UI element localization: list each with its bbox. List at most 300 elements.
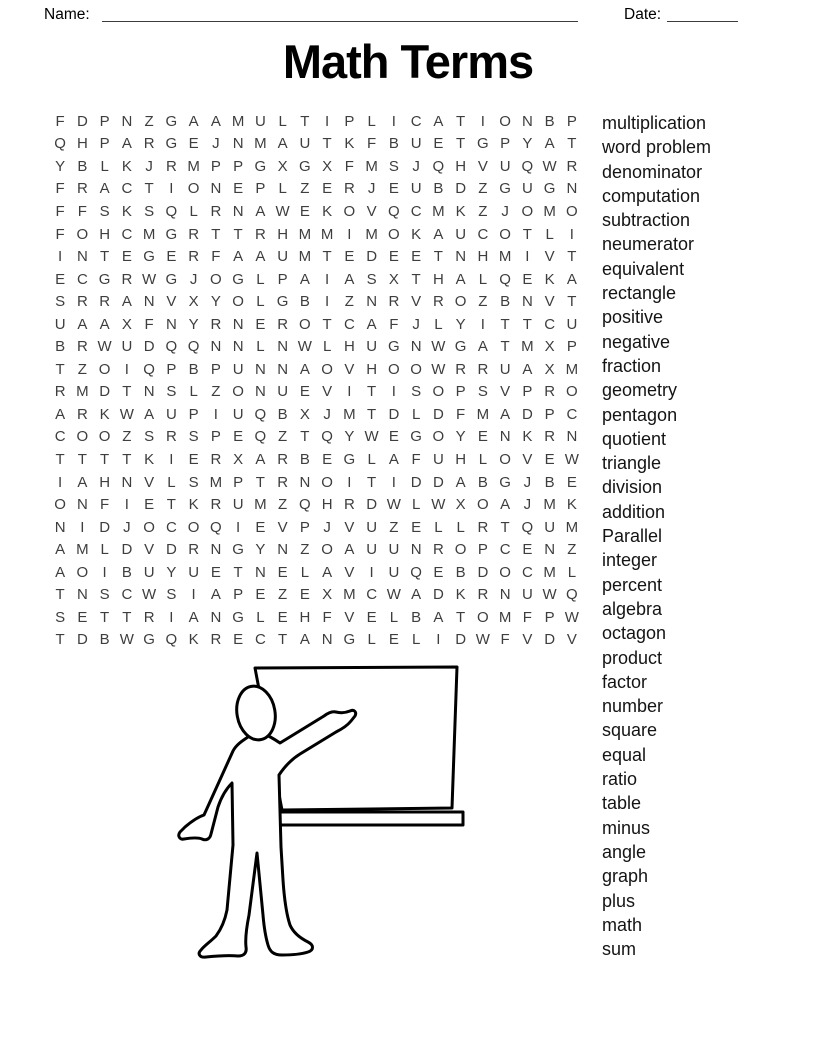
grid-letter: E [277, 563, 288, 581]
grid-letter: T [522, 225, 532, 243]
grid-letter: I [191, 586, 196, 604]
grid-letter: N [566, 428, 578, 446]
grid-letter: A [477, 338, 488, 356]
grid-letter: N [143, 383, 155, 401]
grid-letter: E [522, 270, 533, 288]
grid-letter: Y [455, 428, 466, 446]
grid-letter: M [498, 608, 512, 626]
grid-letter: C [566, 405, 578, 423]
grid-letter: J [367, 180, 376, 198]
grid-letter: A [121, 293, 132, 311]
grid-letter: I [169, 608, 174, 626]
grid-letter: X [299, 405, 310, 423]
grid-letter: K [121, 157, 132, 175]
grid-letter: Z [77, 360, 87, 378]
word-list-item: addition [602, 501, 666, 522]
grid-letter: T [322, 315, 332, 333]
grid-letter: Y [210, 293, 221, 311]
grid-letter: M [343, 586, 356, 604]
grid-letter: W [97, 338, 112, 356]
grid-letter: X [188, 293, 199, 311]
grid-letter: V [277, 518, 288, 536]
grid-letter: N [210, 338, 222, 356]
grid-letter: U [388, 541, 400, 559]
grid-letter: L [367, 450, 376, 468]
grid-letter: E [233, 428, 244, 446]
word-list-item: ratio [602, 769, 638, 790]
grid-letter: T [322, 135, 332, 153]
word-list-item: division [602, 477, 663, 498]
grid-letter: G [477, 135, 489, 153]
chalk-tray [278, 812, 463, 825]
grid-letter: I [391, 383, 396, 401]
grid-letter: M [565, 518, 579, 536]
grid-letter: C [410, 202, 422, 220]
grid-letter: S [188, 428, 199, 446]
grid-letter: U [410, 135, 422, 153]
grid-letter: P [233, 586, 244, 604]
grid-letter: I [347, 383, 352, 401]
grid-letter: E [344, 248, 355, 266]
grid-letter: R [477, 586, 489, 604]
grid-letter: A [455, 473, 466, 491]
grid-letter: J [501, 202, 509, 220]
grid-letter: E [121, 248, 132, 266]
grid-letter: K [344, 135, 355, 153]
grid-letter: S [388, 157, 399, 175]
grid-letter: B [455, 563, 466, 581]
grid-letter: K [566, 496, 577, 514]
grid-letter: G [232, 541, 244, 559]
grid-letter: D [366, 496, 378, 514]
grid-letter: A [455, 270, 466, 288]
word-list-item: factor [602, 671, 648, 692]
grid-letter: Q [566, 586, 578, 604]
grid-letter: Z [344, 293, 354, 311]
grid-letter: N [277, 541, 289, 559]
grid-letter: O [98, 360, 111, 378]
grid-letter: R [76, 293, 88, 311]
grid-letter: L [256, 338, 265, 356]
grid-letter: V [500, 383, 511, 401]
grid-letter: S [366, 270, 377, 288]
grid-letter: P [299, 518, 310, 536]
grid-letter: I [569, 225, 574, 243]
grid-letter: U [143, 563, 155, 581]
grid-letter: L [278, 112, 287, 130]
grid-letter: G [499, 473, 511, 491]
grid-letter: G [143, 631, 155, 649]
grid-letter: I [480, 315, 485, 333]
grid-letter: M [365, 157, 378, 175]
grid-letter: S [188, 473, 199, 491]
grid-letter: E [188, 135, 199, 153]
grid-letter: L [411, 631, 421, 649]
grid-letter: U [232, 360, 244, 378]
grid-letter: W [564, 450, 579, 468]
grid-letter: L [189, 202, 198, 220]
grid-letter: W [386, 586, 401, 604]
grid-letter: A [99, 315, 110, 333]
grid-letter: A [522, 360, 533, 378]
grid-letter: L [189, 383, 198, 401]
grid-letter: J [212, 135, 220, 153]
grid-letter: H [76, 135, 88, 153]
grid-letter: I [480, 112, 485, 130]
grid-letter: R [544, 428, 556, 446]
grid-letter: I [525, 248, 530, 266]
grid-letter: O [388, 225, 400, 243]
grid-letter: N [277, 338, 289, 356]
word-list-item: minus [602, 817, 651, 838]
grid-letter: U [499, 360, 511, 378]
grid-letter: J [123, 518, 131, 536]
grid-letter: F [211, 248, 221, 266]
grid-letter: T [144, 180, 154, 198]
grid-letter: H [299, 608, 311, 626]
grid-letter: E [299, 202, 310, 220]
grid-letter: B [277, 405, 288, 423]
grid-letter: O [54, 496, 66, 514]
grid-letter: I [325, 293, 330, 311]
grid-letter: V [344, 360, 355, 378]
grid-letter: Q [210, 518, 222, 536]
grid-letter: U [388, 563, 400, 581]
grid-letter: X [233, 450, 244, 468]
grid-letter: X [322, 157, 333, 175]
grid-letter: L [478, 270, 488, 288]
grid-letter: A [500, 496, 511, 514]
grid-letter: N [76, 496, 88, 514]
grid-letter: I [169, 450, 174, 468]
grid-letter: B [188, 360, 199, 378]
grid-letter: D [388, 405, 400, 423]
grid-letter: P [522, 383, 533, 401]
grid-letter: Q [165, 202, 178, 220]
grid-letter: A [433, 112, 444, 130]
grid-letter: G [299, 157, 311, 175]
word-list-item: neumerator [602, 234, 695, 255]
grid-letter: G [165, 225, 178, 243]
grid-letter: M [498, 248, 512, 266]
grid-letter: A [99, 180, 110, 198]
grid-letter: E [299, 383, 310, 401]
grid-letter: R [143, 608, 155, 626]
grid-letter: P [233, 157, 244, 175]
grid-letter: W [386, 496, 401, 514]
grid-letter: X [121, 315, 132, 333]
grid-letter: C [477, 225, 489, 243]
grid-letter: W [542, 586, 557, 604]
grid-letter: U [366, 541, 378, 559]
grid-letter: A [210, 112, 221, 130]
grid-letter: N [254, 360, 266, 378]
grid-letter: T [567, 293, 577, 311]
grid-letter: I [169, 180, 174, 198]
grid-letter: U [366, 518, 378, 536]
grid-letter: I [58, 473, 63, 491]
grid-letter: L [100, 157, 109, 175]
grid-letter: F [500, 631, 510, 649]
grid-letter: A [188, 112, 199, 130]
grid-letter: Q [254, 405, 267, 423]
grid-letter: Y [166, 563, 177, 581]
grid-letter: N [210, 180, 222, 198]
grid-letter: H [343, 338, 355, 356]
grid-letter: D [99, 383, 111, 401]
grid-letter: K [188, 631, 199, 649]
grid-letter: A [299, 631, 310, 649]
grid-letter: F [456, 405, 466, 423]
grid-letter: O [454, 293, 467, 311]
grid-letter: R [277, 473, 289, 491]
grid-letter: P [500, 135, 511, 153]
grid-letter: I [58, 248, 63, 266]
grid-letter: K [455, 586, 466, 604]
grid-letter: I [124, 360, 129, 378]
grid-letter: A [366, 315, 377, 333]
grid-letter: O [232, 293, 244, 311]
grid-letter: E [322, 180, 333, 198]
grid-letter: P [566, 112, 577, 130]
grid-letter: I [347, 473, 352, 491]
grid-letter: R [76, 405, 88, 423]
grid-letter: M [298, 225, 312, 243]
grid-letter: E [210, 563, 221, 581]
grid-letter: Y [255, 541, 266, 559]
grid-letter: O [321, 360, 333, 378]
grid-letter: G [165, 270, 178, 288]
grid-letter: M [187, 157, 200, 175]
grid-letter: Q [321, 428, 333, 446]
grid-letter: E [166, 248, 177, 266]
grid-letter: U [499, 157, 511, 175]
grid-letter: U [366, 338, 378, 356]
word-search-grid [49, 110, 583, 651]
grid-letter: C [544, 315, 556, 333]
grid-letter: R [76, 338, 88, 356]
grid-letter: T [55, 586, 65, 604]
grid-letter: W [364, 428, 379, 446]
word-list-item: word problem [602, 137, 712, 158]
grid-letter: G [276, 293, 289, 311]
grid-letter: O [187, 180, 200, 198]
grid-letter: W [142, 270, 157, 288]
grid-letter: D [76, 112, 88, 130]
grid-letter: X [322, 586, 333, 604]
grid-letter: R [188, 248, 200, 266]
grid-letter: N [232, 202, 244, 220]
grid-letter: N [366, 293, 378, 311]
grid-letter: T [456, 608, 466, 626]
grid-letter: Y [522, 135, 533, 153]
grid-letter: G [388, 338, 400, 356]
grid-letter: T [100, 608, 110, 626]
grid-letter: T [456, 112, 466, 130]
grid-letter: C [410, 112, 422, 130]
grid-letter: N [499, 428, 511, 446]
grid-letter: E [566, 473, 577, 491]
grid-letter: E [255, 315, 266, 333]
grid-letter: U [121, 338, 133, 356]
grid-letter: Q [143, 360, 155, 378]
grid-letter: F [522, 608, 532, 626]
grid-letter: S [55, 293, 66, 311]
grid-letter: T [456, 135, 466, 153]
grid-letter: L [100, 541, 109, 559]
grid-letter: M [543, 563, 556, 581]
grid-letter: P [210, 360, 221, 378]
grid-letter: Q [521, 157, 534, 175]
grid-letter: R [188, 541, 200, 559]
grid-letter: A [77, 473, 88, 491]
grid-letter: H [99, 225, 111, 243]
grid-letter: A [388, 450, 399, 468]
grid-letter: T [55, 450, 65, 468]
grid-letter: K [188, 496, 199, 514]
grid-letter: U [277, 383, 289, 401]
grid-letter: L [367, 112, 376, 130]
grid-letter: W [564, 608, 579, 626]
grid-letter: E [522, 541, 533, 559]
grid-letter: T [55, 360, 65, 378]
grid-letter: U [165, 405, 177, 423]
grid-letter: C [121, 586, 133, 604]
grid-letter: D [544, 631, 556, 649]
grid-letter: D [455, 180, 467, 198]
grid-letter: N [210, 541, 222, 559]
grid-letter: A [55, 563, 66, 581]
grid-letter: N [254, 563, 266, 581]
grid-letter: S [411, 383, 422, 401]
grid-letter: R [76, 180, 88, 198]
grid-letter: P [544, 405, 555, 423]
grid-letter: B [544, 473, 555, 491]
word-list-item: sum [602, 939, 637, 960]
grid-letter: I [436, 631, 441, 649]
grid-letter: O [76, 225, 89, 243]
grid-letter: E [433, 135, 444, 153]
grid-letter: R [343, 496, 355, 514]
grid-letter: N [544, 541, 556, 559]
grid-letter: L [300, 563, 310, 581]
grid-letter: F [367, 135, 377, 153]
grid-letter: I [325, 270, 330, 288]
grid-letter: P [166, 360, 177, 378]
grid-letter: R [277, 315, 289, 333]
grid-letter: T [77, 450, 87, 468]
grid-letter: B [388, 135, 399, 153]
grid-letter: O [388, 360, 400, 378]
word-list-item: angle [602, 841, 647, 862]
word-list-item: fraction [602, 355, 662, 376]
grid-letter: I [80, 518, 85, 536]
grid-letter: M [543, 202, 556, 220]
grid-letter: N [76, 248, 88, 266]
word-list-item: table [602, 793, 642, 814]
grid-letter: R [566, 157, 578, 175]
grid-letter: E [77, 608, 88, 626]
grid-letter: M [432, 202, 445, 220]
grid-letter: B [55, 338, 66, 356]
grid-letter: E [55, 270, 66, 288]
grid-letter: H [277, 225, 289, 243]
grid-letter: N [210, 608, 222, 626]
word-list-item: plus [602, 890, 636, 911]
grid-letter: O [299, 315, 311, 333]
grid-letter: W [119, 405, 134, 423]
grid-letter: A [144, 405, 155, 423]
grid-letter: L [256, 293, 265, 311]
grid-letter: L [411, 405, 421, 423]
grid-letter: D [521, 405, 533, 423]
grid-letter: E [366, 608, 377, 626]
grid-letter: T [255, 473, 265, 491]
grid-letter: G [98, 270, 111, 288]
grid-letter: E [544, 450, 555, 468]
grid-letter: T [122, 608, 132, 626]
grid-letter: S [144, 202, 155, 220]
word-list-item: quotient [602, 428, 667, 449]
grid-letter: G [165, 135, 178, 153]
grid-letter: W [119, 631, 134, 649]
grid-letter: T [300, 428, 310, 446]
grid-letter: T [567, 135, 577, 153]
grid-letter: Q [299, 496, 311, 514]
grid-letter: W [431, 496, 446, 514]
grid-letter: Z [389, 518, 399, 536]
grid-letter: A [55, 405, 66, 423]
grid-letter: U [232, 405, 244, 423]
word-list-item: subtraction [602, 210, 691, 231]
grid-letter: N [232, 315, 244, 333]
grid-letter: R [388, 293, 400, 311]
word-list-item: Parallel [602, 526, 663, 547]
date-blank-line [667, 2, 738, 22]
grid-letter: F [322, 608, 332, 626]
grid-letter: O [410, 360, 422, 378]
word-list-item: number [602, 696, 664, 717]
grid-letter: U [410, 180, 422, 198]
grid-letter: Z [567, 541, 577, 559]
grid-letter: F [55, 180, 65, 198]
word-list-item: octagon [602, 623, 667, 644]
grid-letter: D [432, 405, 444, 423]
grid-letter: M [254, 496, 267, 514]
grid-letter: E [477, 428, 488, 446]
grid-letter: U [521, 180, 533, 198]
grid-letter: D [477, 563, 489, 581]
grid-letter: A [210, 586, 221, 604]
grid-letter: L [478, 450, 488, 468]
grid-letter: W [431, 360, 446, 378]
grid-letter: T [122, 450, 132, 468]
grid-letter: E [322, 450, 333, 468]
grid-letter: M [142, 225, 156, 243]
grid-letter: A [433, 608, 444, 626]
grid-letter: Z [211, 383, 221, 401]
grid-letter: O [321, 541, 333, 559]
grid-letter: F [100, 496, 110, 514]
grid-letter: Q [254, 428, 267, 446]
date-label: Date: [624, 6, 662, 23]
grid-letter: R [210, 450, 222, 468]
grid-letter: A [77, 315, 88, 333]
grid-letter: V [366, 202, 377, 220]
grid-letter: E [411, 248, 422, 266]
grid-letter: L [322, 338, 332, 356]
grid-letter: Y [188, 315, 199, 333]
